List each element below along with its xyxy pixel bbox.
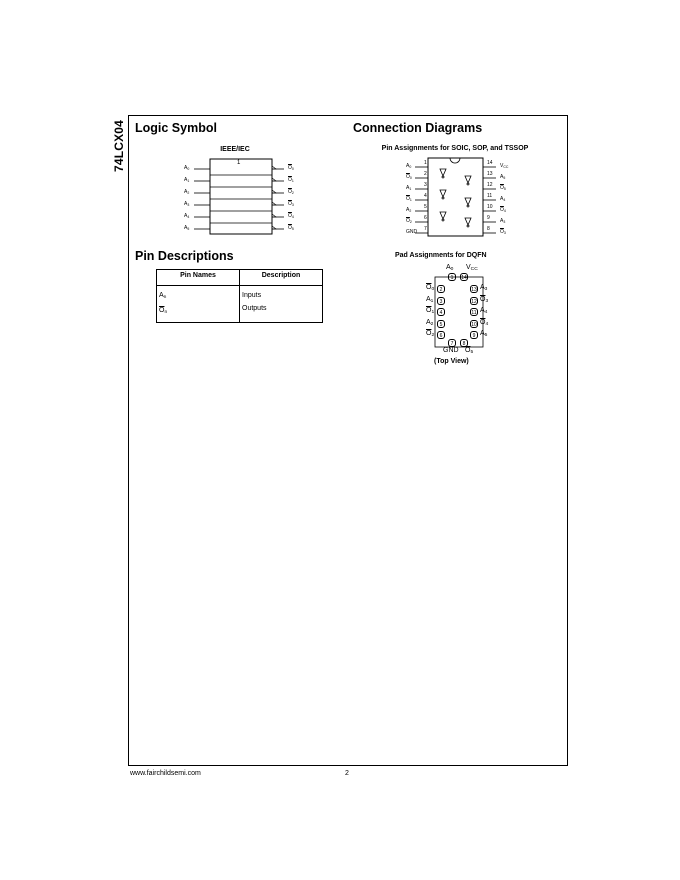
soic-pin-label-11: $A_4$ <box>500 196 506 202</box>
soic-inverters <box>440 169 471 227</box>
pin-descriptions-table <box>156 269 323 323</box>
soic-pin-11: 11 <box>487 193 493 199</box>
dqfn-label-5: $A_2$ <box>426 318 434 327</box>
dqfn-label-9: $A_5$ <box>480 330 488 338</box>
dqfn-pad-3: 3 <box>437 297 445 305</box>
soic-pin-7: 7 <box>424 226 427 232</box>
soic-pin-6: 6 <box>424 215 427 221</box>
dqfn-pad-5: 5 <box>437 320 445 328</box>
soic-pin-label-9: $A_3$ <box>500 218 506 224</box>
page-number: 2 <box>345 770 349 777</box>
dqfn-pad-13: 13 <box>471 287 477 293</box>
soic-pin-8: 8 <box>487 226 490 232</box>
dqfn-label-10: $\overline{O}_4$ <box>480 318 489 327</box>
col-header-pin-names: Pin Names <box>157 270 240 286</box>
soic-pin-13: 13 <box>487 171 493 177</box>
dqfn-label-12: $\overline{O}_3$ <box>480 295 489 304</box>
input-label-a1: $A_1$ <box>184 177 190 183</box>
output-label-o0: $\overline{O}_0$ <box>288 165 294 171</box>
input-label-a0: $A_0$ <box>184 165 190 171</box>
gate-label: 1 <box>237 160 241 166</box>
dqfn-pad-7: 7 <box>448 339 456 347</box>
gate-rows <box>194 166 284 229</box>
input-label-a3: $A_3$ <box>184 201 190 207</box>
footer-url[interactable]: www.fairchildsemi.com <box>130 770 201 777</box>
output-label-o2: $\overline{O}_2$ <box>288 189 294 195</box>
output-label-o1: $\overline{O}_1$ <box>288 177 294 183</box>
soic-pin-label-7: GND <box>406 229 418 235</box>
dqfn-pad-8: 8 <box>460 339 468 347</box>
dqfn-label-4: $\overline{O}_1$ <box>426 307 435 315</box>
input-label-a4: $A_4$ <box>184 213 190 219</box>
output-label-o3: $\overline{O}_3$ <box>288 201 294 207</box>
table-header-row <box>157 270 323 286</box>
col-header-description: Description <box>240 270 323 286</box>
soic-pin-label-4: $\overline{O}_1$ <box>406 196 412 202</box>
dqfn-label-14: $V_{CC}$ <box>466 264 478 272</box>
pin-descriptions-heading: Pin Descriptions <box>135 249 234 263</box>
dqfn-pad-10: 10 <box>471 321 477 328</box>
dqfn-label-11: $A_4$ <box>480 307 488 315</box>
dqfn-pad-9: 9 <box>470 331 478 339</box>
dqfn-label-3: $A_1$ <box>426 295 434 304</box>
soic-pin-2: 2 <box>424 171 427 177</box>
description-cell: Inputs Outputs <box>240 286 323 323</box>
dqfn-pad-12: 12 <box>471 298 477 305</box>
dqfn-pad-4: 4 <box>437 308 445 316</box>
dqfn-pad-2: 2 <box>437 285 445 293</box>
soic-pin-label-2: $\overline{O}_0$ <box>406 174 412 180</box>
soic-pin-3: 3 <box>424 182 427 188</box>
soic-pin-12: 12 <box>487 182 493 188</box>
dqfn-label-6: $\overline{O}_2$ <box>426 330 435 338</box>
dqfn-title: Pad Assignments for DQFN <box>395 252 487 259</box>
dqfn-pad-6: 6 <box>437 331 445 339</box>
soic-pin-lines <box>415 167 496 233</box>
dqfn-label-7: GND <box>443 347 459 354</box>
soic-pin-label-14: $V_{CC}$ <box>500 163 509 169</box>
soic-pin-9: 9 <box>487 215 490 221</box>
soic-pin-14: 14 <box>487 160 493 166</box>
dqfn-label-1: $A_0$ <box>446 264 454 272</box>
soic-pin-1: 1 <box>424 160 427 166</box>
output-label-o4: $\overline{O}_4$ <box>288 213 294 219</box>
soic-pin-5: 5 <box>424 204 427 210</box>
dqfn-pad-1: 1 <box>448 273 456 281</box>
soic-pin-label-10: $\overline{O}_4$ <box>500 207 506 213</box>
input-label-a5: $A_5$ <box>184 225 190 231</box>
soic-pin-label-12: $\overline{O}_5$ <box>500 185 506 191</box>
dqfn-pad-11: 11 <box>471 310 477 316</box>
chip-body <box>428 158 483 236</box>
pin-names-cell: $A_n$ $\overline{O}_n$ <box>157 286 240 323</box>
soic-pin-label-3: $A_1$ <box>406 185 412 191</box>
dqfn-label-8: $\overline{O}_5$ <box>465 347 474 355</box>
input-label-a2: $A_2$ <box>184 189 190 195</box>
side-title: 74LCX04 <box>112 119 126 173</box>
connection-diagrams-heading: Connection Diagrams <box>353 121 483 135</box>
soic-pin-label-1: $A_0$ <box>406 163 412 169</box>
dqfn-pad-14: 14 <box>461 275 467 281</box>
output-label-o5: $\overline{O}_5$ <box>288 225 294 231</box>
ieee-label: IEEE/IEC <box>220 146 250 153</box>
soic-pin-10: 10 <box>487 204 493 210</box>
soic-pin-4: 4 <box>424 193 427 199</box>
dqfn-label-13: $A_3$ <box>480 284 488 292</box>
table-row <box>157 286 323 323</box>
logic-symbol-heading: Logic Symbol <box>135 121 217 135</box>
soic-pin-label-13: $A_5$ <box>500 174 506 180</box>
soic-pin-label-6: $\overline{O}_2$ <box>406 218 412 224</box>
top-view-label: (Top View) <box>434 358 469 365</box>
dqfn-label-2: $\overline{O}_0$ <box>426 284 435 292</box>
soic-pin-label-8: $\overline{O}_3$ <box>500 229 506 235</box>
chip-notch <box>450 158 460 163</box>
soic-pin-label-5: $A_2$ <box>406 207 412 213</box>
soic-title: Pin Assignments for SOIC, SOP, and TSSOP <box>381 145 529 152</box>
logic-symbol-diagram <box>180 158 300 238</box>
